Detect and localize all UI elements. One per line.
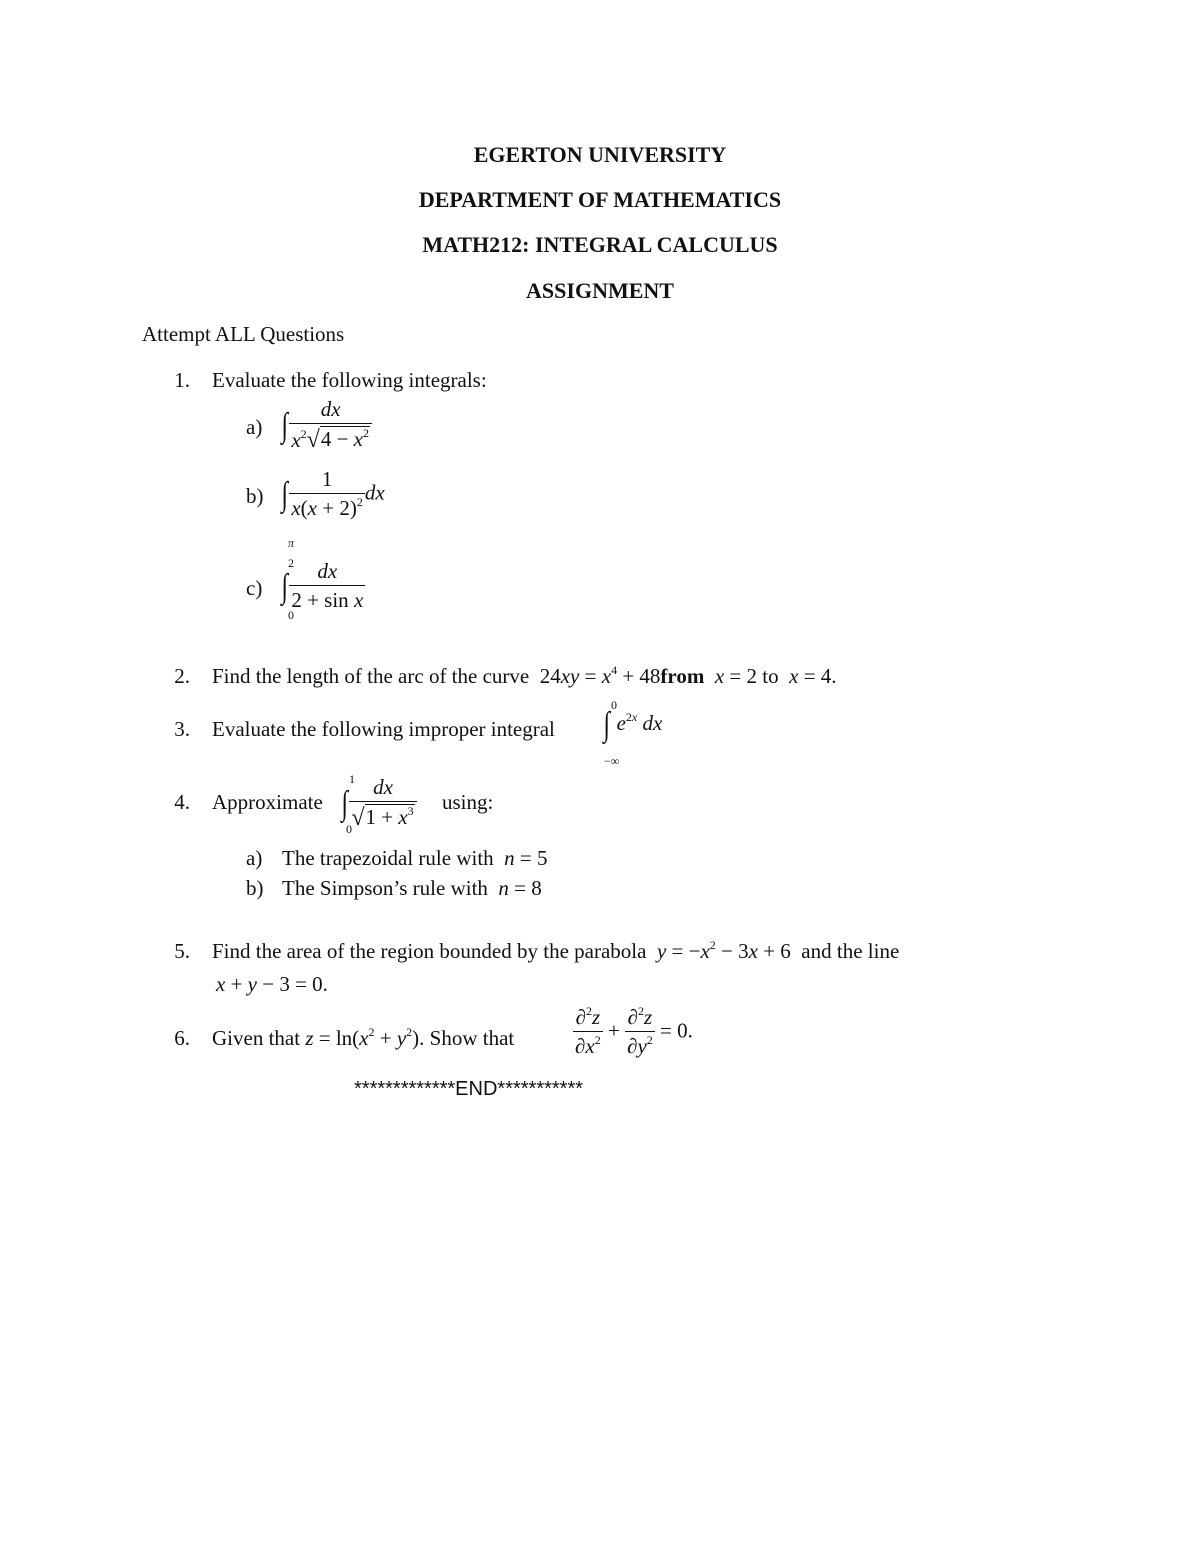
q5-and: and the line	[801, 939, 900, 963]
q3-text: Evaluate the following improper integral	[212, 717, 555, 741]
university-title: EGERTON UNIVERSITY	[473, 142, 727, 167]
q1c-upper-limit-den: 2	[288, 556, 294, 570]
q2-to: to	[762, 664, 779, 688]
q1c-lower-limit: 0	[288, 608, 294, 622]
q1a-expression: ∫ dx $x^2$ √ $4 - x^2$	[280, 398, 372, 453]
q2-from: from	[660, 664, 705, 688]
end-marker: *************END***********	[354, 1078, 584, 1100]
q6-text: Given that $z = \ln(x^2 + y^2)$. Show that	[212, 1025, 515, 1050]
q6-text-lead: Given that	[212, 1026, 301, 1050]
q4a-label: a)	[246, 846, 263, 870]
q2-number: 2.	[174, 664, 190, 688]
course-title: MATH212: INTEGRAL CALCULUS	[422, 232, 778, 257]
q1-number: 1.	[174, 368, 190, 392]
q5-text-lead: Find the area of the region bounded by the parabola	[212, 939, 647, 963]
q1c-upper-limit: π	[288, 536, 295, 550]
department-title: DEPARTMENT OF MATHEMATICS	[418, 187, 782, 212]
q4a-text: The trapezoidal rule with n = 5	[282, 846, 548, 870]
q5-line-equation: x + y − 3 = 0.	[216, 972, 328, 996]
q2-text: Find the length of the arc of the curve $24xy = x^4$ + 48from x = 2 to x = 4.	[212, 663, 837, 688]
q4-lower-limit: 0	[346, 822, 352, 836]
q3-lower-limit: −∞	[604, 754, 620, 768]
q4b-label: b)	[246, 876, 264, 900]
q6-expression: $\frac{\partial^2z}{\partial x^2}$ + $\frac{\partial^2z}{\partial y^2}$ = 0.	[575, 1004, 693, 1059]
q5-number: 5.	[174, 939, 190, 963]
q1c-expression: ∫ $\frac{dx}{\text{2 + sin x}}$	[281, 559, 364, 613]
q3-upper-limit: 0	[611, 698, 617, 712]
instruction: Attempt ALL Questions	[142, 322, 345, 346]
q1-text: Evaluate the following integrals:	[212, 368, 487, 392]
q4-text: Approximate	[212, 790, 323, 814]
q3-number: 3.	[174, 717, 190, 741]
q4b-text-lead: The Simpson’s rule with	[282, 876, 488, 900]
q1b-expression: ∫ $\frac{1}{x(x + 2)^2}$ dx	[281, 467, 385, 521]
q4b-text: The Simpson’s rule with n = 8	[282, 876, 542, 900]
q1b-label: b)	[246, 484, 264, 508]
q4-upper-limit: 1	[349, 772, 355, 786]
q4a-text-lead: The trapezoidal rule with	[282, 846, 494, 870]
q1c-label: c)	[246, 576, 263, 600]
q2-text-lead: Find the length of the arc of the curve	[212, 664, 530, 688]
q5-text: Find the area of the region bounded by the parabola $y = -x^2 - 3x + 6$ and the line	[212, 938, 900, 963]
q4-expression: ∫ dx √ $1 + x^3$	[340, 776, 417, 831]
q1a-label: a)	[246, 415, 263, 439]
q6-show: . Show that	[419, 1026, 515, 1050]
q3-expression: ∫ $e^{2x}$ dx	[603, 706, 663, 743]
q4-number: 4.	[174, 790, 190, 814]
q6-number: 6.	[174, 1026, 190, 1050]
assignment-title: ASSIGNMENT	[526, 278, 674, 303]
q4-using: using:	[442, 790, 494, 814]
